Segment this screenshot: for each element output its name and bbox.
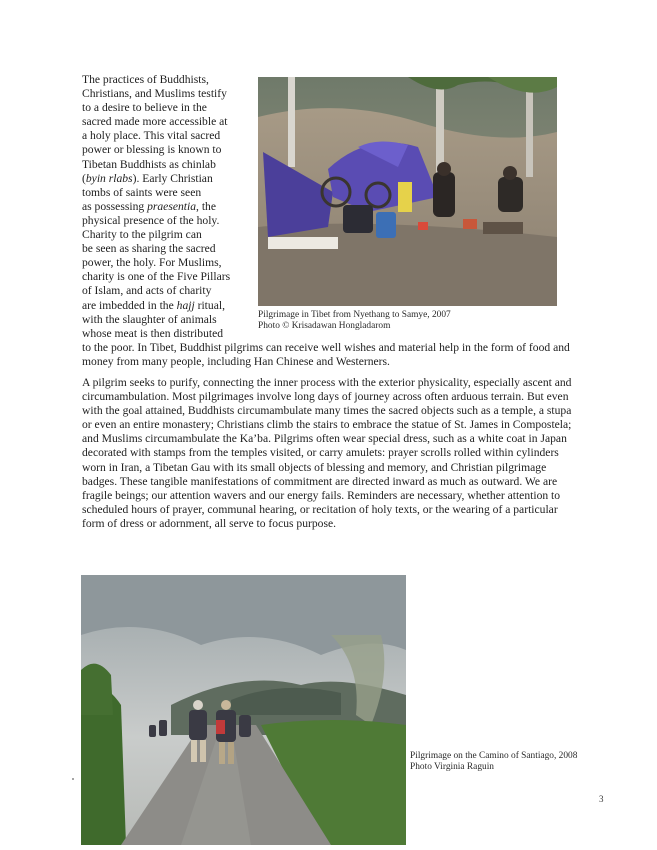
- intro-paragraph: [82, 73, 254, 341]
- text-line: to the poor. In Tibet, Buddhist pilgrims can receive well wishes and material help in the form of food and: [82, 341, 570, 354]
- italic-term: byin rlabs: [85, 171, 133, 185]
- text-run: are imbedded in the: [82, 298, 177, 312]
- text-line: [82, 242, 254, 256]
- text-line: [82, 327, 254, 341]
- text-line: [82, 214, 254, 228]
- text-run: (: [82, 171, 86, 185]
- caption-line: Photo Virginia Raguin: [410, 762, 494, 773]
- text-line: decorated with stamps from the temples visited, or carry amulets: prayer scrolls rolled within cylinders: [82, 446, 559, 460]
- text-run: sacred made more accessible at: [82, 115, 228, 129]
- photo-tibet-pilgrimage: [258, 77, 557, 306]
- text-line: money from many people, including Han Chinese and Westerners.: [82, 355, 390, 369]
- text-line: form of dress or adornment, all serve to focus purpose.: [82, 516, 337, 530]
- text-line: [82, 172, 254, 186]
- text-line: A pilgrim seeks to purify, connecting the inner process with the exterior physicality, especially ascent and: [82, 376, 572, 389]
- text-line: [82, 129, 254, 143]
- text-line: with the goal attained, Buddhists circumambulate many times the sacred objects such as a temple, a stupa: [82, 404, 572, 418]
- text-run: ). Early Christian: [132, 171, 213, 185]
- photo-camino-pilgrimage: [81, 575, 406, 845]
- text-line: [82, 158, 254, 172]
- text-line: [82, 87, 254, 101]
- text-run: Tibetan Buddhists as chinlab: [82, 157, 216, 171]
- text-line: [82, 256, 254, 270]
- text-line: circumambulation. Most pilgrimages involve long days of journey across often arduous terrain. But even: [82, 390, 569, 404]
- text-run: power, the holy. For Muslims,: [82, 256, 222, 270]
- intro-paragraph-continued: [82, 341, 602, 369]
- text-run: as possessing: [82, 199, 148, 213]
- text-run: ritual,: [194, 298, 225, 312]
- text-run: charity is one of the Five Pillars: [82, 270, 231, 284]
- text-line: [82, 115, 254, 129]
- paragraph-pilgrim-purify: [82, 376, 602, 531]
- page-number: 3: [599, 794, 604, 804]
- text-run: to a desire to believe in the: [82, 101, 207, 115]
- text-run: physical presence of the holy.: [82, 213, 220, 227]
- text-run: Christians, and Muslims testify: [82, 87, 227, 101]
- caption-line: Photo © Krisadawan Hongladarom: [258, 321, 391, 332]
- text-run: tombs of saints were seen: [82, 185, 202, 199]
- text-line: [82, 186, 254, 200]
- text-line: scheduled hours of prayer, communal hearing, or recitation of holy texts, or the wearing of a particular: [82, 502, 558, 516]
- text-run: power or blessing is known to: [82, 143, 222, 157]
- text-line: and Muslims circumambulate the Ka’ba. Pilgrims often wear special dress, such as a white coat in Japan: [82, 432, 567, 446]
- text-line: badges. These tangible manifestations of commitment are directed inward as much as outward. We are: [82, 474, 558, 488]
- text-line: [82, 270, 254, 284]
- text-line: or even an entire monastery; Christians climb the stairs to embrace the statue of St. James in Compostela;: [82, 418, 572, 432]
- italic-term: praesentia: [147, 199, 197, 213]
- italic-term: hajj: [176, 298, 195, 312]
- text-line: worn in Iran, a Tibetan Gau with its small objects of blessing and memory, and Christian pilgrimage: [82, 460, 547, 474]
- text-run: Charity to the pilgrim can: [82, 228, 202, 242]
- text-run: be seen as sharing the sacred: [82, 242, 216, 256]
- text-line: [82, 101, 254, 115]
- text-line: [82, 299, 254, 313]
- text-run: of Islam, and acts of charity: [82, 284, 212, 298]
- text-run: The practices of Buddhists,: [82, 73, 209, 86]
- text-line: fragile beings; our attention wavers and our energy fails. Reminders are necessary, whether attention to: [82, 488, 561, 502]
- text-line: [82, 284, 254, 298]
- text-line: [82, 200, 254, 214]
- caption-line: Pilgrimage on the Camino of Santiago, 2008: [410, 751, 578, 761]
- text-line: [82, 73, 254, 87]
- stray-mark: [72, 778, 74, 780]
- text-run: , the: [196, 199, 216, 213]
- text-run: with the slaughter of animals: [82, 312, 217, 326]
- text-run: a holy place. This vital sacred: [82, 129, 221, 143]
- caption-line: Pilgrimage in Tibet from Nyethang to Samye, 2007: [258, 310, 451, 320]
- text-line: [82, 143, 254, 157]
- text-line: [82, 228, 254, 242]
- text-run: whose meat is then distributed: [82, 326, 224, 340]
- text-line: [82, 313, 254, 327]
- caption-tibet: [258, 310, 451, 333]
- caption-camino: [410, 751, 577, 774]
